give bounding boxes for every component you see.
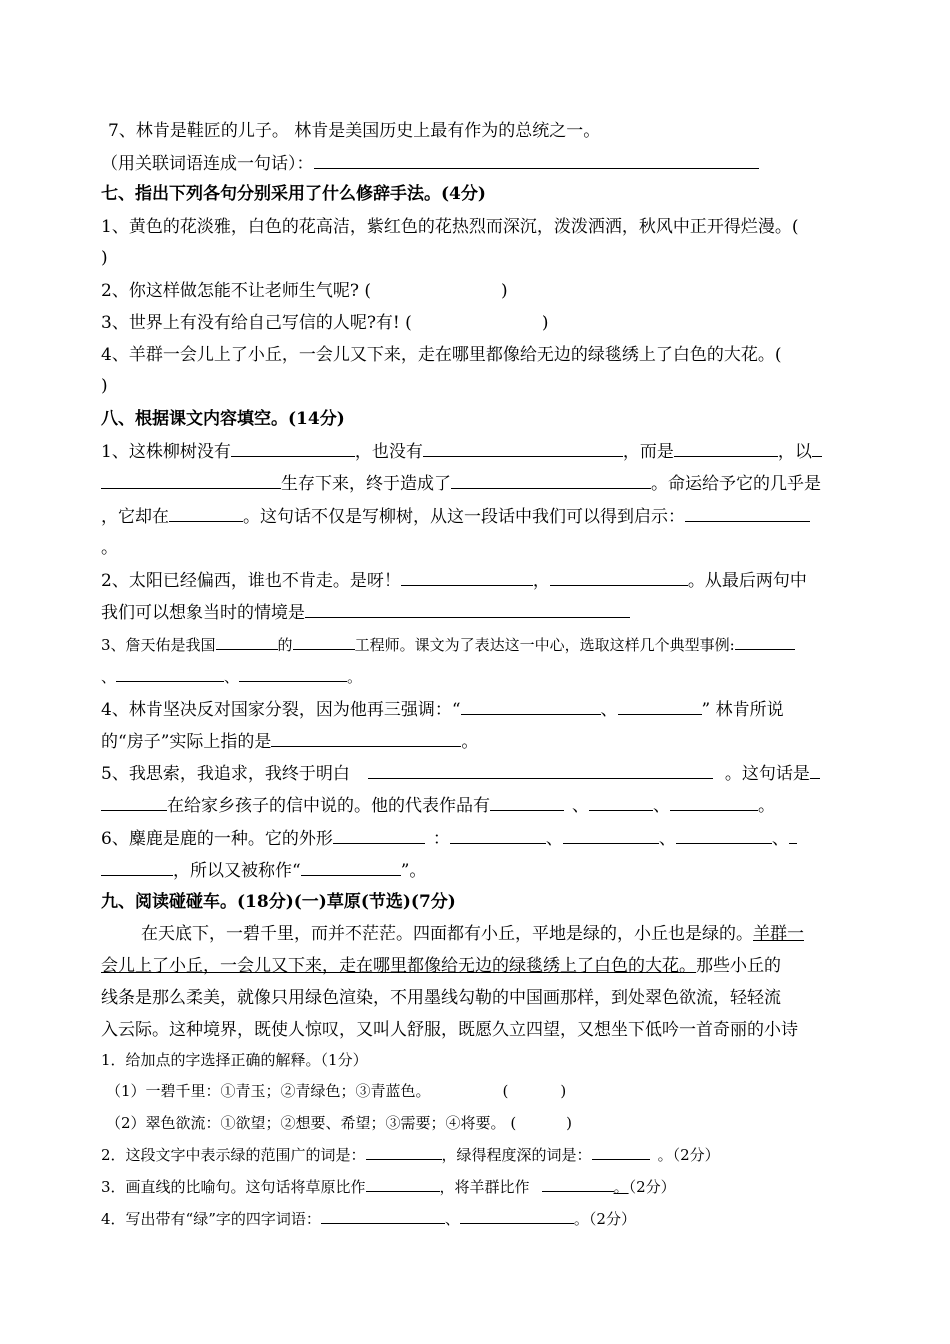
answer-blank[interactable] (101, 472, 281, 489)
reading-q2: 2．这段文字中表示绿的范围广的词是： ，绿得程度深的词是： 。（2分） (101, 1146, 720, 1164)
s8-q3-line2: 、 、 。 (101, 668, 363, 686)
answer-blank[interactable] (368, 762, 713, 779)
answer-blank[interactable] (592, 1145, 650, 1160)
s8-q1-line2: 生存下来，终于造成了 。命运给予它的几乎是 (101, 472, 852, 495)
answer-blank[interactable] (461, 698, 601, 715)
section-9-title: 九、阅读碰碰车。(18分)(一)草原(节选)(7分) (101, 892, 456, 912)
answer-blank[interactable] (423, 440, 623, 457)
passage-line3: 线条是那么柔美，就像只用绿色渲染，不用墨线勾勒的中国画那样，到处翠色欲流，轻轻流 (101, 988, 781, 1008)
answer-blank[interactable] (589, 794, 653, 811)
s8-q2-line2: 我们可以想象当时的情境是 (101, 601, 852, 624)
s8-q4-line2: 的“房子”实际上指的是 。 (101, 732, 479, 752)
passage-line2: 会儿上了小丘，一会儿又下来，走在哪里都像给无边的绿毯绣上了白色的大花。那些小丘的 (101, 956, 781, 976)
reading-q3: 3．画直线的比喻句。这句话将草原比作 ，将羊群比作 。（2分） (101, 1178, 676, 1196)
answer-blank[interactable] (293, 635, 355, 650)
answer-blank[interactable] (550, 569, 688, 586)
passage-line1: 在天底下，一碧千里，而并不茫茫。四面都有小丘，平地是绿的，小丘也是绿的。羊群一 (141, 924, 804, 944)
answer-blank[interactable] (450, 827, 546, 844)
s8-q4-line1: 4、林肯坚决反对国家分裂，因为他再三强调：“ 、 ” 林肯所说 (101, 700, 784, 720)
answer-blank[interactable] (676, 827, 772, 844)
answer-blank[interactable] (231, 440, 355, 457)
answer-blank[interactable] (321, 1209, 445, 1224)
reading-q1-2: （2）翠色欲流：①欲望；②想要、希望；③需要；④将要。 ( ) (106, 1114, 573, 1132)
s7-q3: 3、世界上有没有给自己写信的人呢?有! ( ) (101, 313, 549, 333)
answer-blank[interactable] (169, 505, 243, 522)
passage-line4: 入云际。这种境界，既使人惊叹，又叫人舒服，既愿久立四望，又想坐下低吟一首奇丽的小诗 (101, 1020, 798, 1040)
section-7-title: 七、指出下列各句分别采用了什么修辞手法。(4分) (101, 184, 486, 204)
s7-q2: 2、你这样做怎能不让老师生气呢? ( ) (101, 281, 508, 301)
answer-blank[interactable] (401, 569, 533, 586)
answer-blank[interactable] (366, 1145, 442, 1160)
section-8-title: 八、根据课文内容填空。(14分) (101, 409, 345, 429)
answer-blank[interactable] (542, 1177, 614, 1192)
answer-blank[interactable] (685, 505, 810, 522)
answer-blank[interactable] (366, 1177, 440, 1192)
answer-blank[interactable] (812, 440, 822, 457)
answer-blank[interactable] (314, 152, 759, 169)
answer-blank[interactable] (451, 472, 651, 489)
s8-q6-line1: 6、麋鹿是鹿的一种。它的外形 ： 、 、 、 (101, 827, 852, 850)
answer-blank[interactable] (674, 440, 778, 457)
q7-line2: （用关联词语连成一句话）： (101, 152, 852, 175)
s8-q6-line2: ，所以又被称作“ ”。 (101, 859, 852, 882)
answer-blank[interactable] (618, 698, 702, 715)
s8-q1-line3: ，它却在 。这句话不仅是写柳树，从这一段话中我们可以得到启示： (101, 505, 852, 528)
s8-q5-line2: 在给家乡孩子的信中说的。他的代表作品有 、 、 。 (101, 794, 852, 817)
answer-blank[interactable] (239, 667, 347, 682)
reading-q1-1: （1）一碧千里：①青玉；②青绿色；③青蓝色。 ( ) (106, 1082, 567, 1100)
answer-blank[interactable] (216, 635, 278, 650)
answer-blank[interactable] (460, 1209, 574, 1224)
s7-q1-close: ) (101, 248, 108, 268)
answer-blank[interactable] (670, 794, 758, 811)
answer-blank[interactable] (810, 762, 820, 779)
answer-blank[interactable] (301, 859, 401, 876)
s7-q4: 4、羊群一会儿上了小丘，一会儿又下来，走在哪里都像给无边的绿毯绣上了白色的大花。( (101, 345, 782, 365)
answer-blank[interactable] (101, 794, 167, 811)
answer-blank[interactable] (333, 827, 425, 844)
answer-blank[interactable] (116, 667, 224, 682)
s8-q3-line1: 3、詹天佑是我国 的 工程师。课文为了表达这一中心，选取这样几个典型事例: (101, 634, 852, 656)
q7-line1: 7、林肯是鞋匠的儿子。 林肯是美国历史上最有作为的总统之一。 (108, 121, 601, 141)
answer-blank[interactable] (101, 859, 173, 876)
answer-blank[interactable] (305, 601, 630, 618)
s7-q1: 1、黄色的花淡雅，白色的花高洁，紫红色的花热烈而深沉，泼泼洒洒，秋风中正开得烂漫。( (101, 217, 799, 237)
answer-blank[interactable] (563, 827, 659, 844)
answer-blank[interactable] (735, 635, 795, 650)
answer-blank[interactable] (490, 794, 564, 811)
answer-blank[interactable] (789, 827, 797, 844)
s8-q1-line4: 。 (101, 538, 118, 558)
s8-q5-line1: 5、我思索，我追求，我终于明白 。这句话是 (101, 762, 852, 785)
s8-q2-line1: 2、太阳已经偏西，谁也不肯走。是呀！ ， 。从最后两句中 (101, 571, 807, 591)
reading-q4: 4．写出带有“绿”字的四字词语： 、 。（2分） (101, 1210, 636, 1228)
reading-q1: 1．给加点的字选择正确的解释。（1分） (101, 1051, 368, 1069)
answer-blank[interactable] (271, 730, 461, 747)
s7-q4-close: ) (101, 376, 108, 396)
s8-q1-line1: 1、这株柳树没有 ，也没有 ，而是 ，以 (101, 440, 852, 463)
